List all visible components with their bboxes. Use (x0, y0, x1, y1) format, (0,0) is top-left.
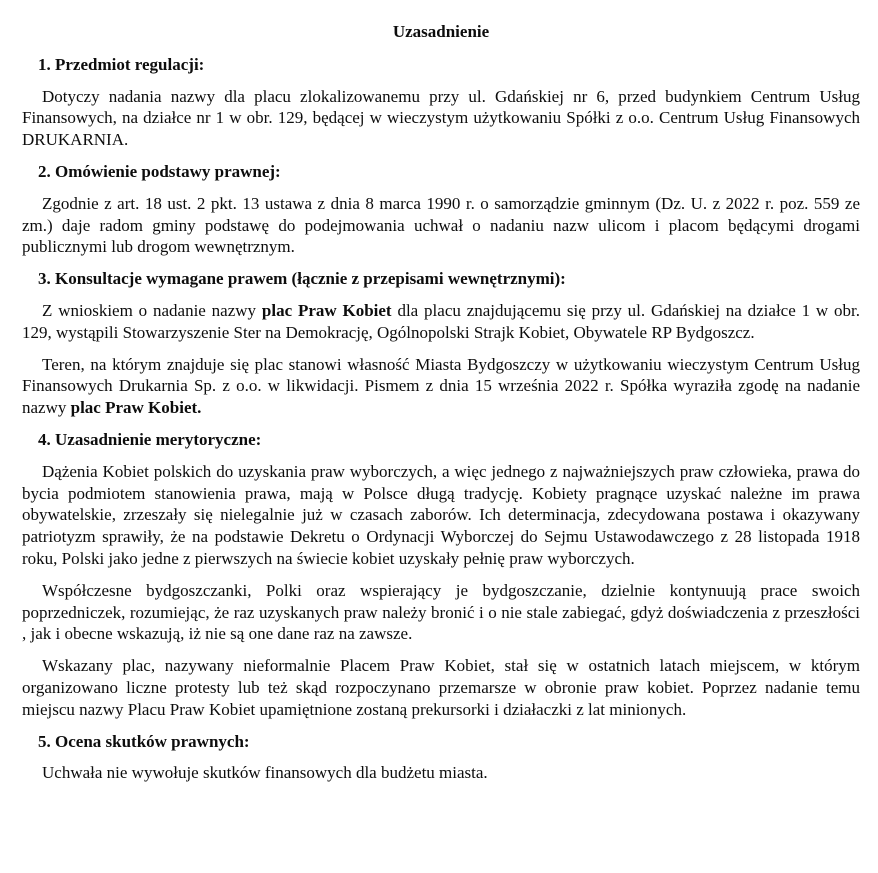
bold-place-name: plac Praw Kobiet. (70, 398, 202, 418)
section-5-paragraph-1: Uchwała nie wywołuje skutków finansowych dla budżetu miasta. (42, 763, 488, 783)
section-4-paragraph-1: Dążenia Kobiet polskich do uzyskania praw wyborczych, a więc jednego z najważniejszych praw człowieka, prawa do bycia podmiotem stanowienia prawa, mają w Polsce długą tradycję. Kobiety pragnące uzyskać należne im prawa obywatelskie, zrzeszały się nielegalnie już w czasach zaborów. Ich determinacja, zdecydowana postawa i okazywany patriotyzm sprawiły, że na podstawie Dekretu o Ordynacji Wyborczej do Sejmu Ustawodawczego z 28 listopada 1918 roku, Polski jako jedne z pierwszych na świecie kobiet uzyskały pełnię praw wyborczych. (22, 461, 860, 568)
section-4-paragraph-3: Wskazany plac, nazywany nieformalnie Placem Praw Kobiet, stał się w ostatnich latach miejscem, w którym organizowano liczne protesty lub też skąd rozpoczynano przemarsze w obronie praw kobiet. Poprzez nadanie temu miejscu nazwy Placu Praw Kobiet upamiętnione zostaną prekursorki i działaczki z lat minionych. (22, 656, 860, 719)
section-3-paragraph-2 (22, 354, 860, 419)
bold-place-name: plac Praw Kobiet (261, 300, 392, 320)
document-title: Uzasadnienie (392, 22, 490, 41)
paragraph-text-run: dla placu znajdującemu się przy ul. Gdańskiej na działce 1 w obr. 129, wystąpili Stowarzyszenie Ster na Demokrację, Ogólnopolski Strajk Kobiet, Obywatele RP Bydgoszcz. (22, 300, 861, 342)
section-4-heading: 4. Uzasadnienie merytoryczne: (38, 429, 262, 449)
section-1-heading: 1. Przedmiot regulacji: (38, 54, 205, 74)
section-2-paragraph-1: Zgodnie z art. 18 ust. 2 pkt. 13 ustawa z dnia 8 marca 1990 r. o samorządzie gminnym (Dz. U. z 2022 r. poz. 559 ze zm.) daje radom gminy podstawę do podejmowania uchwał o nadaniu nazw ulicom i placom będącymi drogami publicznymi lub drogom wewnętrznym. (22, 193, 860, 257)
section-3-heading: 3. Konsultacje wymagane prawem (łącznie z przepisami wewnętrznymi): (38, 269, 566, 289)
section-5-heading: 5. Ocena skutków prawnych: (38, 731, 250, 751)
section-2-heading: 2. Omówienie podstawy prawnej: (38, 161, 281, 181)
section-1-paragraph-1: Dotyczy nadania nazwy dla placu zlokalizowanemu przy ul. Gdańskiej nr 6, przed budynkiem Centrum Usług Finansowych, na działce nr 1 w obr. 129, będącej w wieczystym użytkowaniu Spółki z o.o. Centrum Usług Finansowych DRUKARNIA. (22, 86, 860, 150)
section-4-paragraph-2: Współczesne bydgoszczanki, Polki oraz wspierający je bydgoszczanie, dzielnie kontynuują prace swoich poprzedniczek, rozumiejąc, że raz uzyskanych praw należy bronić i o nie stale zabiegać, gdyż doświadczenia z przeszłości , jak i obecne wskazują, iż nie są one dane raz na zawsze. (22, 580, 860, 644)
paragraph-text-run: Teren, na którym znajduje się plac stanowi własność Miasta Bydgoszczy w użytkowaniu wieczystym Centrum Usług Finansowych Drukarnia Sp. z o.o. w likwidacji. Pismem z dnia 15 września 2022 r. Spółka wyraziła zgodę na nadanie nazwy (22, 354, 860, 418)
section-3-paragraph-1 (22, 300, 860, 344)
paragraph-text-run: Z wnioskiem o nadanie nazwy (42, 300, 262, 320)
